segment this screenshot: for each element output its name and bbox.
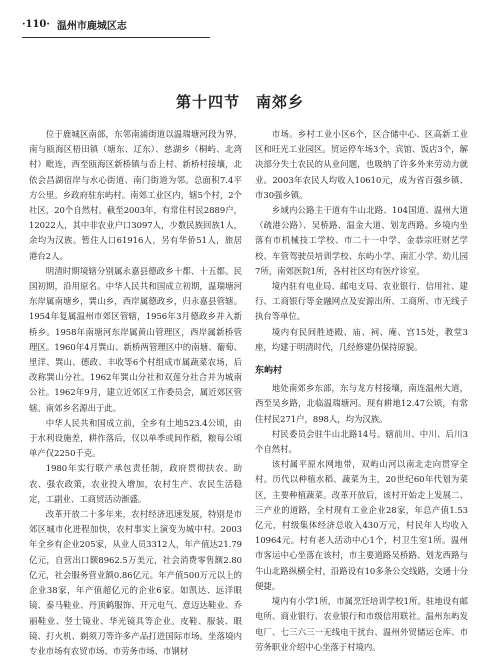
page-header [22, 13, 462, 35]
paragraph: 改革开放二十多年来，农村经济迅速发展，特别是市郊区城市化进程加快，农村事实上演变为城中村。2003年全乡有企业205家，从业人员3312人，年产值达21.79亿元，自营出口额8962.5万美元，社会消费零售额2.80亿元，社会服务营业额0.86亿元。年产值500万元以上的企业38家，年产值超亿元的企业6家。如凯达、远洋眼镜、泰马鞋业、丹顶鹤服饰、开元电气、意迈达鞋业、乔丽鞋业、竖士镜业、华光镜具等企业。皮鞋、服装、眼镜、打火机、剃须刀等许多产品打进国际市场。坐落境内专业市场有农贸市场、市劳务市场、市钢材 [29, 509, 242, 656]
paragraph: 村民委员会驻牛山北路14号。辖前川、中川、后川3个自然村。 [255, 428, 468, 455]
paragraph: 境内有民间胜迹殿、庙、祠、庵、宫15处，教堂3座，均建于明清时代，几经修建仍保持原貌。 [255, 326, 468, 352]
book-title: 温州市鹿城区志 [56, 21, 127, 32]
village-title: 东屿村 [255, 366, 283, 377]
paragraph: 位于鹿城区南部，东邻南浦街道以温瑞塘河段为界，南与瓯海区梧田镇（塘东、辽东）、慈湖乡（桐屿、北湾村）毗连，西至瓯海区新桥镇与岙上村、新桥村接壤，北依会昌湖宿岸与水心街道、南门街道为邻。总面积7.4平方公里。乡政府驻东屿村。南郊工业区内，辖5个村，2个社区，20个自然村。截至2003年，有常住村民2889户，12022人，其中非农业户口3097人，少数民族回族1人，余均为汉族。暂住人口61916人，另有华侨51人，旅居港台2人。 [29, 129, 242, 261]
page-number: ·110· [22, 19, 50, 30]
paragraph: 1980年实行联产承包责任制，政府贯彻扶农、助农、强农政策，农业投入增加，农村生产、农民生活稳定，工副业、工商贸活动渐盛。 [29, 463, 242, 504]
section-title: 第十四节 南郊乡 [175, 93, 304, 111]
paragraph: 境内有小学1所，市属烹饪培训学校1所。驻地设有邮电所、商业银行、农业银行和市级信用联社。温州东屿发电厂、七三六三一无线电干扰台、温州外贸储运仓库、市劳务职业介绍中心坐落于村境内。 [255, 596, 468, 652]
paragraph: 境内驻有电业局、邮电支局、农业银行、信用社、建行、工商银行等金融网点及安源出所、工商所、市无线子执台等单位。 [255, 281, 468, 322]
paragraph: 该村属平原水网地带，双屿山河以南北走向贯穿全村。历代以种植水稻、蔬菜为主，20世纪60年代划为菜区，主要种植蔬菜。改革开放后，该村开始走上发展二、三产业的道路，全村现有工业企业28家，年总产值1.53亿元，村级集体经济总收入430万元，村民年人均收入10964元。村有老人活动中心1个，村卫生室1所。温州市客运中心坐落在该村，市主要道路吴桥路、划龙西路与牛山北路纵横全村，沿路设有10多条公交线路，交通十分便捷。 [255, 459, 468, 591]
paragraph: 市场。乡村工业小区6个，区合储中心、区高新工业区和旺光工业园区。贸运停车场3个，宾馆、饭店3个，解决部分失土农民的从业问题，也吸纳了许多外来劳动力就业。2003年农民人均收入10610元，成为省百强乡镇、市30强乡镇。 [255, 129, 468, 200]
paragraph: 乡域内公路主干道有牛山北路、104国道、温州大道（疏港公路）、吴桥路、温金大道、划龙西路。乡境内坐落有市机械技工学校、市二十一中学、金恭宗旺财艺学校、车管驾驶员培训学校、东屿小学、南汇小学、幼儿园7所，南郊医院1所，各村社区均有医疗诊室。 [255, 205, 468, 276]
paragraph: 地处南郊乡东部，东与龙方村接壤，南连温州大道，西至吴乡路，北临温瑞塘河。现有耕地12.47公顷，有常住村民271户，898人，均为汉族。 [255, 383, 468, 424]
header-rule [22, 37, 210, 38]
paragraph: 中华人民共和国成立前，全乡有土地523.4公顷，由于水利设施差，耕作落后，仅以单季或间作稻，粮每公顷单产仅2250千克。 [29, 417, 242, 459]
right-column [255, 127, 468, 655]
header-text [22, 17, 127, 35]
left-column [29, 127, 242, 659]
paragraph: 明清时期境辖分别属永嘉县德政乡十都、十五都。民国初期，沿用原名。中华人民共和国成立初期，温瑞塘河东岸属南塘乡，巽山乡，西岸属德政乡，归永嘉县管辖。1954年复属温州市郊区管辖，1956年3月德政乡并入新桥乡。1958年南塘河东岸属黄山管理区，西岸属新桥管理区。1960年4月巽山、新桥两管理区中的南塘、葡萄、里洋、巽山、德政、丰收等6个村组成市属蔬菜农场，后改称巽山分社。1962年巽山分社和双莲分社合并为城南公社。1962年9月，建立近郊区工作委员会，属近郊区管辖。南郊乡名源出于此。 [29, 265, 242, 413]
